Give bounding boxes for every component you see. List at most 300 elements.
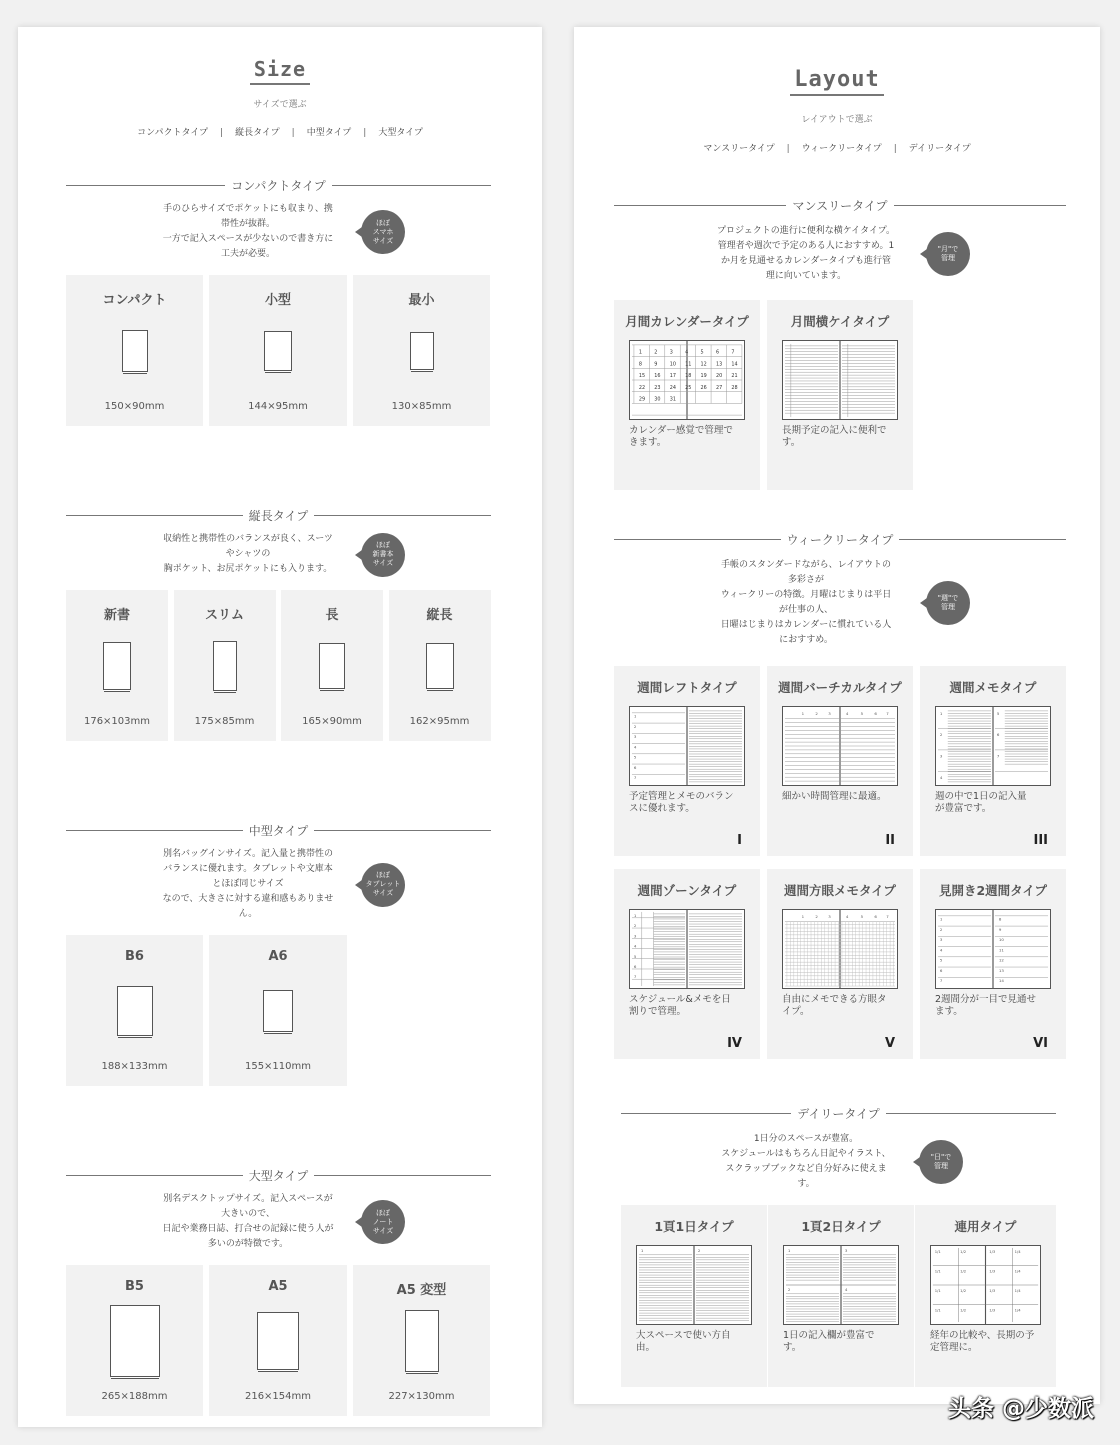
page-number: 7 xyxy=(886,710,889,716)
page-number: 3 xyxy=(633,933,637,939)
page-number: 1/1 xyxy=(934,1268,941,1274)
layout-description-line: ます。 xyxy=(935,1006,963,1017)
layout-name: 週間ゾーンタイプ xyxy=(637,883,737,898)
layout-description xyxy=(629,791,748,815)
size-dimensions: 216×154mm xyxy=(244,1391,312,1402)
description-line: 管理者や週次で予定のある人におすすめ。1 xyxy=(717,241,895,251)
size-card[interactable] xyxy=(66,935,203,1086)
size-card[interactable] xyxy=(209,275,347,426)
page-number: 1/4 xyxy=(1014,1268,1021,1274)
description-line: ん。 xyxy=(238,909,258,919)
page-number: 1/2 xyxy=(960,1307,967,1313)
layout-description xyxy=(782,425,901,449)
size-name: 新書 xyxy=(103,608,130,623)
page-number: 1/2 xyxy=(960,1248,967,1254)
description-line: 別名デスクトップサイズ。記入スペースが xyxy=(163,1194,333,1204)
description-line: やシャツの xyxy=(225,549,271,559)
page-number: 4 xyxy=(939,775,943,781)
calendar-day: 1 xyxy=(638,349,642,356)
page-number: 3 xyxy=(939,937,943,943)
description-line: バランスに優れます。タブレットや文庫本 xyxy=(163,864,333,874)
nav-link-2[interactable]: 縦長タイプ xyxy=(235,128,280,138)
notebook-icon xyxy=(103,642,131,690)
layout-description-line: 経年の比較や、長期の予 xyxy=(930,1330,1035,1341)
calendar-day: 16 xyxy=(654,373,661,380)
heading-label xyxy=(614,531,1066,548)
page-number: 1/1 xyxy=(934,1248,941,1254)
badge-line: サイズ xyxy=(372,559,394,567)
page-number: 6 xyxy=(939,967,943,973)
section-description xyxy=(148,202,348,262)
calendar-day: 22 xyxy=(638,384,646,391)
section-description xyxy=(694,1132,918,1192)
description-line: 日曜はじまりはカレンダーに慣れている人 xyxy=(720,620,892,630)
badge-line: タブレット xyxy=(365,880,401,888)
badge-line: 新書本 xyxy=(372,550,394,558)
layout-description xyxy=(629,994,748,1018)
page-number: 4 xyxy=(845,913,849,919)
page-number: 1 xyxy=(801,710,805,716)
layout-description xyxy=(629,425,748,449)
roman-numeral: II xyxy=(885,833,895,848)
section-heading xyxy=(66,177,491,193)
calendar-day: 15 xyxy=(638,373,646,380)
size-badge xyxy=(361,863,405,907)
calendar-day: 29 xyxy=(638,396,646,403)
page-number: 7 xyxy=(939,978,943,984)
layout-name: 月間カレンダータイプ xyxy=(625,314,749,329)
notebook-icon xyxy=(110,1305,160,1377)
badge-line: "月"で xyxy=(937,245,959,253)
heading-text: マンスリータイプ xyxy=(786,199,893,213)
size-card[interactable] xyxy=(66,1265,203,1416)
notebook-icon xyxy=(426,643,454,689)
description-line: 手のひらサイズでポケットにも収まり、携 xyxy=(163,204,333,214)
size-badge xyxy=(361,533,405,577)
page-number: 7 xyxy=(633,775,637,781)
layout-card[interactable] xyxy=(767,666,913,856)
nav-separator: | xyxy=(786,144,790,154)
layout-description-line: 自由にメモできる方眼タ xyxy=(782,994,887,1005)
description-line: なので、大きさに対する違和感もありませ xyxy=(162,894,334,904)
notebook-preview xyxy=(629,340,745,420)
page-number: 7 xyxy=(886,913,889,919)
layout-name: 月間横ケイタイプ xyxy=(790,314,890,329)
badge-line: ほぼ xyxy=(376,541,390,549)
size-card[interactable] xyxy=(209,1265,347,1416)
description-line: スケジュールはもちろん日記やイラスト、 xyxy=(721,1149,891,1159)
calendar-day: 2 xyxy=(654,349,658,356)
page-number: 1/4 xyxy=(1014,1287,1021,1293)
page-number: 2 xyxy=(815,913,818,919)
layout-description xyxy=(935,791,1054,815)
notebook-icon xyxy=(263,990,293,1032)
size-badge xyxy=(926,581,970,625)
size-badge xyxy=(926,232,970,276)
page-number: 6 xyxy=(633,764,637,770)
panel-title xyxy=(574,67,1100,96)
layout-card[interactable] xyxy=(767,869,913,1059)
page-number: 5 xyxy=(860,913,864,919)
description-line: す。 xyxy=(797,1179,815,1189)
size-dimensions: 150×90mm xyxy=(104,401,165,412)
page-number: 1/4 xyxy=(1014,1307,1021,1313)
heading-label xyxy=(621,1105,1056,1122)
page-number: 1/1 xyxy=(934,1307,941,1313)
size-name: 長 xyxy=(325,608,339,623)
page-number: 1/2 xyxy=(960,1268,967,1274)
notebook-icon xyxy=(257,1312,299,1370)
notebook-preview xyxy=(629,706,745,786)
calendar-day: 28 xyxy=(731,384,738,391)
calendar-day: 9 xyxy=(654,361,658,368)
size-dimensions: 144×95mm xyxy=(248,401,308,412)
notebook-preview xyxy=(636,1245,752,1325)
description-line: 日記や業務日誌、打合せの記録に使う人が xyxy=(162,1224,334,1234)
page-number: 2 xyxy=(697,1247,701,1253)
layout-name: 週間バーチカルタイプ xyxy=(778,680,902,695)
calendar-day: 10 xyxy=(669,361,676,368)
calendar-day: 27 xyxy=(715,384,723,391)
badge-line: サイズ xyxy=(372,1226,394,1235)
roman-numeral: IV xyxy=(727,1036,742,1051)
description-line: 帯性が抜群。 xyxy=(220,219,275,229)
size-card[interactable] xyxy=(353,275,490,426)
layout-description-line: 定管理に。 xyxy=(930,1342,978,1353)
nav-separator: | xyxy=(220,128,224,138)
page-number: 4 xyxy=(939,947,943,953)
calendar-day: 20 xyxy=(715,373,723,380)
layout-description-line: 細かい時間管理に最適。 xyxy=(782,791,887,802)
layout-card[interactable] xyxy=(920,666,1066,856)
section-description xyxy=(148,532,348,577)
description-line: におすすめ。 xyxy=(779,635,833,645)
calendar-day: 12 xyxy=(700,361,707,368)
calendar-day: 14 xyxy=(731,361,738,368)
size-card[interactable] xyxy=(209,935,347,1086)
page-number: 5 xyxy=(860,710,864,716)
size-name: A6 xyxy=(268,949,288,964)
nav-link-3[interactable]: 中型タイプ xyxy=(306,128,352,138)
page-number: 14 xyxy=(998,978,1004,984)
notebook-icon xyxy=(264,331,292,371)
layout-description-line: 長期予定の記入に便利で xyxy=(782,425,887,436)
badge-line: 管理 xyxy=(941,603,955,611)
section-heading xyxy=(614,197,1066,213)
nav-separator: | xyxy=(291,128,295,138)
heading-text: コンパクトタイプ xyxy=(225,179,332,193)
size-dimensions: 188×133mm xyxy=(101,1061,168,1072)
description-line: 多いのが特徴です。 xyxy=(207,1239,289,1249)
heading-label xyxy=(66,1167,491,1184)
badge-line: ほぼ xyxy=(376,1208,390,1217)
layout-description xyxy=(935,994,1054,1018)
layout-name: 1頁1日タイプ xyxy=(654,1219,734,1234)
layout-description xyxy=(783,1330,902,1354)
size-name: 縦長 xyxy=(426,608,453,623)
layout-card[interactable] xyxy=(621,1205,767,1387)
layout-description-line: 予定管理とメモのバラン xyxy=(629,791,734,802)
page-number: 9 xyxy=(998,926,1002,932)
layout-name: 見開き2週間タイプ xyxy=(938,883,1048,898)
size-badge xyxy=(361,1200,405,1244)
size-dimensions: 175×85mm xyxy=(194,716,255,727)
page-number: 3 xyxy=(828,913,831,919)
size-name: 小型 xyxy=(264,293,291,308)
size-card[interactable] xyxy=(66,275,203,426)
page-number: 1 xyxy=(787,1247,791,1253)
heading-text: 中型タイプ xyxy=(243,824,314,838)
layout-description-line: 1日の記入欄が豊富で xyxy=(783,1330,875,1341)
notebook-icon xyxy=(117,986,153,1036)
section-heading xyxy=(66,507,491,523)
calendar-day: 25 xyxy=(685,384,692,391)
page-number: 6 xyxy=(874,913,877,919)
page-number: 2 xyxy=(787,1286,791,1292)
layout-description-line: す。 xyxy=(782,437,801,448)
size-name: A5 変型 xyxy=(396,1283,447,1298)
description-line: プロジェクトの進行に便利な横ケイタイプ。 xyxy=(716,226,896,236)
page-number: 4 xyxy=(633,943,637,949)
section-description xyxy=(148,1192,348,1252)
page-number: 11 xyxy=(998,947,1004,953)
size-card[interactable] xyxy=(281,590,383,741)
calendar-day: 18 xyxy=(685,373,692,380)
page-number: 1 xyxy=(633,713,637,719)
calendar-day: 19 xyxy=(700,373,707,380)
page-number: 6 xyxy=(874,710,877,716)
badge-line: スマホ xyxy=(372,227,394,236)
page-number: 3 xyxy=(939,753,943,759)
layout-description-line: 由。 xyxy=(636,1342,656,1353)
layout-panel xyxy=(574,27,1100,1404)
nav-link-1[interactable]: マンスリータイプ xyxy=(703,144,775,154)
calendar-day: 4 xyxy=(685,349,689,356)
layout-description xyxy=(782,791,901,803)
size-card[interactable] xyxy=(174,590,276,741)
layout-name: 週間方眼メモタイプ xyxy=(784,883,896,898)
badge-line: "日"で xyxy=(930,1153,952,1161)
calendar-day: 3 xyxy=(669,349,673,356)
calendar-day: 23 xyxy=(654,384,661,391)
layout-card[interactable] xyxy=(614,300,760,490)
layout-name: 週間レフトタイプ xyxy=(637,680,737,695)
nav-separator: | xyxy=(893,144,897,154)
size-card[interactable] xyxy=(353,1265,490,1416)
notebook-preview xyxy=(935,909,1051,989)
size-name: 最小 xyxy=(408,293,435,308)
badge-line: サイズ xyxy=(372,236,394,245)
calendar-day: 13 xyxy=(715,361,723,368)
page-number: 5 xyxy=(633,754,637,760)
layout-description-line: イプ。 xyxy=(782,1006,810,1017)
notebook-preview xyxy=(629,909,745,989)
size-badge xyxy=(919,1140,963,1184)
layout-description xyxy=(782,994,901,1018)
heading-label xyxy=(614,197,1066,214)
size-name: A5 xyxy=(268,1279,288,1294)
page-number: 5 xyxy=(939,957,943,963)
notebook-icon xyxy=(405,1310,439,1372)
layout-name: 連用タイプ xyxy=(954,1219,1017,1234)
layout-description-line: きます。 xyxy=(629,437,667,448)
size-dimensions: 162×95mm xyxy=(409,716,470,727)
section-description xyxy=(694,558,918,648)
size-card[interactable] xyxy=(66,590,168,741)
badge-line: サイズ xyxy=(372,889,394,897)
nav-link-2[interactable]: ウィークリータイプ xyxy=(801,144,882,154)
notebook-preview xyxy=(783,1245,899,1325)
page-number: 1/2 xyxy=(960,1287,967,1293)
layout-card[interactable] xyxy=(915,1205,1056,1387)
size-name: スリム xyxy=(204,608,244,623)
page-number: 12 xyxy=(998,957,1004,963)
page-number: 2 xyxy=(939,926,943,932)
page-number: 1 xyxy=(633,912,637,918)
badge-line: "週"で xyxy=(937,594,959,602)
layout-description-line: カレンダー感覚で管理で xyxy=(629,425,733,436)
description-line: 多彩さが xyxy=(787,575,824,585)
page-number: 1 xyxy=(939,916,943,922)
roman-numeral: III xyxy=(1033,833,1048,848)
notebook-icon xyxy=(122,330,148,372)
description-line: か月を見通せるカレンダータイプも進行管 xyxy=(721,256,891,266)
heading-text: 大型タイプ xyxy=(243,1169,314,1183)
page-number: 2 xyxy=(633,923,637,929)
page-number: 2 xyxy=(815,710,818,716)
layout-name: 1頁2日タイプ xyxy=(801,1219,881,1234)
page-number: 7 xyxy=(633,974,637,980)
heading-text: ウィークリータイプ xyxy=(781,533,900,547)
heading-label xyxy=(66,822,491,839)
page-number: 1 xyxy=(801,913,805,919)
roman-numeral: VI xyxy=(1033,1036,1048,1051)
layout-description xyxy=(930,1330,1044,1354)
page-number: 5 xyxy=(633,953,637,959)
layout-description-line: が豊富です。 xyxy=(935,803,992,814)
panel-subtitle: レイアウトで選ぶ xyxy=(801,115,873,125)
page-number: 3 xyxy=(844,1247,848,1253)
description-line: 工夫が必要。 xyxy=(220,249,275,259)
size-name: B6 xyxy=(125,949,144,964)
layout-card[interactable] xyxy=(614,666,760,856)
size-name: コンパクト xyxy=(102,293,167,308)
page-number: 1/3 xyxy=(989,1248,996,1254)
section-nav xyxy=(574,141,1100,154)
description-line: 胸ポケット、お尻ポケットにも入ります。 xyxy=(163,564,333,574)
page-number: 4 xyxy=(845,710,849,716)
panel-subtitle: サイズで選ぶ xyxy=(253,100,307,110)
layout-description-line: スに優れます。 xyxy=(629,803,695,814)
notebook-icon xyxy=(410,332,434,370)
page-number: 6 xyxy=(996,732,1000,738)
page-number: 2 xyxy=(939,732,943,738)
badge-line: ノート xyxy=(372,1217,394,1226)
notebook-preview xyxy=(782,340,898,420)
layout-card[interactable] xyxy=(767,300,913,490)
calendar-day: 21 xyxy=(731,373,738,380)
calendar-day: 17 xyxy=(669,373,676,380)
section-heading xyxy=(66,1167,491,1183)
layout-description-line: 週の中で1日の記入量 xyxy=(935,791,1027,802)
roman-numeral: V xyxy=(884,1036,895,1051)
layout-description xyxy=(636,1330,755,1354)
size-name: B5 xyxy=(125,1279,144,1294)
panel-title xyxy=(18,57,542,85)
calendar-day: 26 xyxy=(700,384,707,391)
layout-name: 週間メモタイプ xyxy=(949,680,1037,695)
nav-link-4[interactable]: 大型タイプ xyxy=(378,128,423,138)
watermark: 头条 @少数派 xyxy=(947,1396,1094,1422)
layout-description-line: 2週間分が一目で見通せ xyxy=(935,994,1037,1005)
badge-line: 管理 xyxy=(941,254,955,262)
notebook-icon xyxy=(213,641,237,691)
size-dimensions: 176×103mm xyxy=(83,716,151,727)
section-description xyxy=(148,847,348,922)
notebook-preview xyxy=(935,706,1051,786)
page-number: 3 xyxy=(828,710,831,716)
description-line: 一方で記入スペースが少ないので書き方に xyxy=(162,234,334,244)
description-line: とほぼ同じサイズ xyxy=(212,879,284,889)
heading-text: 縦長タイプ xyxy=(243,509,314,523)
page-number: 8 xyxy=(998,916,1002,922)
description-line: 別名バッグインサイズ。記入量と携帯性の xyxy=(162,849,334,859)
title-text: Size xyxy=(250,57,310,85)
layout-description-line: スケジュール&メモを日 xyxy=(629,994,731,1005)
section-heading xyxy=(621,1105,1056,1121)
badge-line: ほぼ xyxy=(376,871,390,879)
heading-label xyxy=(66,177,491,194)
calendar-day: 8 xyxy=(638,361,642,368)
notebook-preview xyxy=(930,1245,1041,1325)
description-line: 手帳のスタンダードながら、レイアウトの xyxy=(721,560,891,570)
layout-card[interactable] xyxy=(768,1205,914,1387)
section-nav xyxy=(18,125,542,138)
layout-description-line: 大スペースで使い方自 xyxy=(636,1330,731,1341)
nav-link-1[interactable]: コンパクトタイプ xyxy=(137,128,209,138)
heading-text: デイリータイプ xyxy=(791,1107,886,1121)
description-line: ウィークリーの特徴。月曜はじまりは平日 xyxy=(720,590,892,600)
size-dimensions: 265×188mm xyxy=(101,1391,168,1402)
description-line: 収納性と携帯性のバランスが良く、スーツ xyxy=(163,534,333,544)
page-number: 1/1 xyxy=(934,1287,941,1293)
page-number: 1/3 xyxy=(989,1307,996,1313)
roman-numeral: I xyxy=(737,833,742,848)
calendar-day: 31 xyxy=(669,396,676,403)
layout-card[interactable] xyxy=(920,869,1066,1059)
size-dimensions: 227×130mm xyxy=(388,1391,455,1402)
page-number: 1/3 xyxy=(989,1268,996,1274)
description-line: スクラップブックなど自分好みに使えま xyxy=(725,1164,887,1174)
layout-description-line: 割りで管理。 xyxy=(629,1006,687,1017)
nav-separator: | xyxy=(363,128,367,138)
size-card[interactable] xyxy=(389,590,491,741)
badge-line: ほぼ xyxy=(376,218,390,227)
section-heading xyxy=(66,822,491,838)
size-panel xyxy=(18,27,542,1427)
layout-card[interactable] xyxy=(614,869,760,1059)
page-number: 5 xyxy=(996,710,1000,716)
badge-line: 管理 xyxy=(934,1162,948,1170)
section-heading xyxy=(614,531,1066,547)
calendar-day: 5 xyxy=(700,349,704,356)
calendar-day: 11 xyxy=(685,361,692,368)
calendar-day: 6 xyxy=(715,349,720,356)
size-dimensions: 165×90mm xyxy=(302,716,362,727)
description-line: が仕事の人、 xyxy=(778,605,833,615)
nav-link-3[interactable]: デイリータイプ xyxy=(908,144,971,154)
size-dimensions: 130×85mm xyxy=(391,401,452,412)
